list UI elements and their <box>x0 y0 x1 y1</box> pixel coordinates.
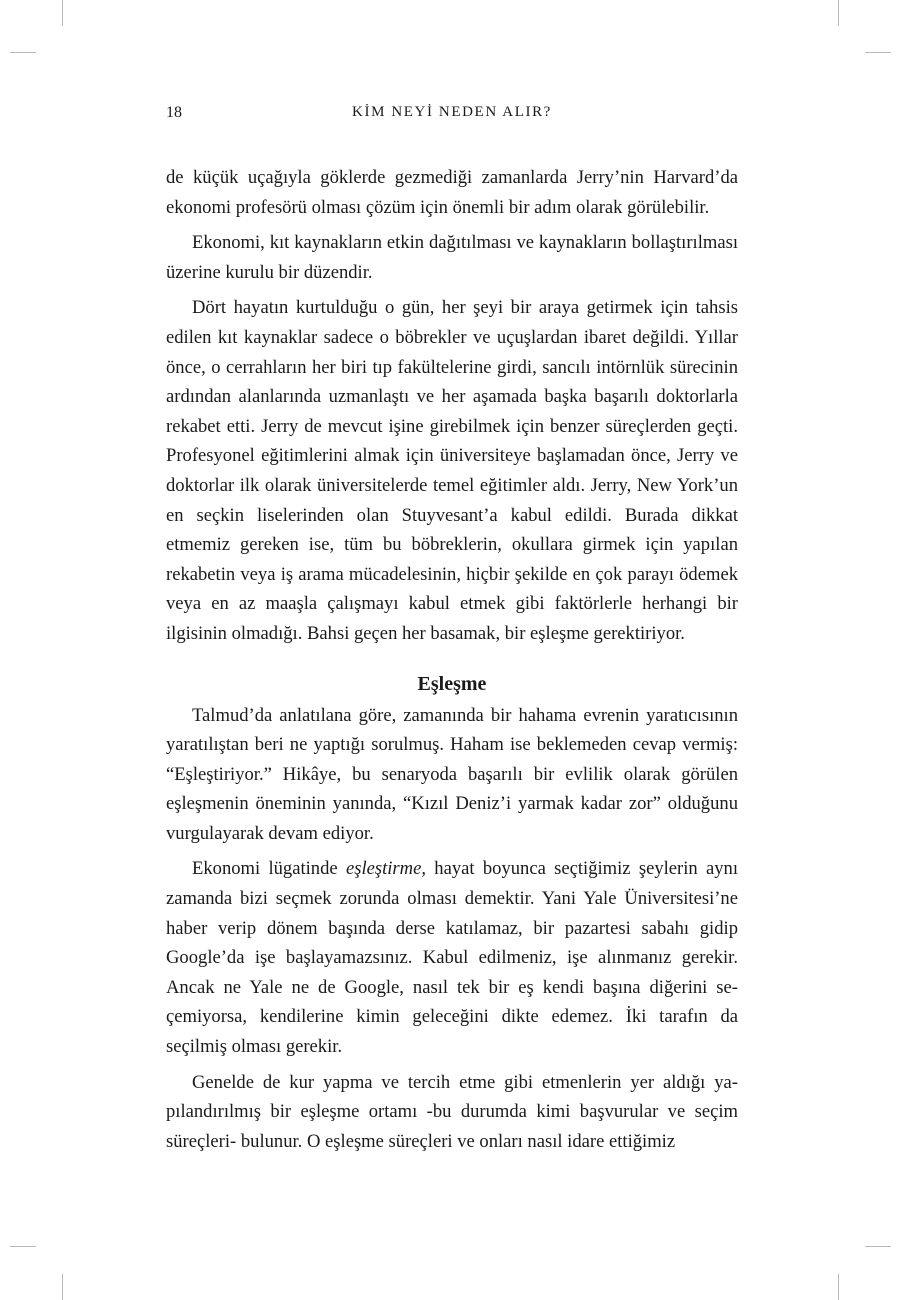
crop-mark-bottom-right <box>838 1274 839 1300</box>
page-number: 18 <box>166 104 182 121</box>
paragraph-5-rest: , hayat boyunca seçtiğimiz şeylerin aynı zamanda bizi seçmek zorunda olması demektir. Yani Yale Üniversitesi’ne haber verip dönem başında derse katılamaz, bir pazartesi sabahı gidip Google’da işe başlayamazsınız. Kabul edilmeniz, işe alınmanız gerekir. Ancak ne Yale ne de Google, nasıl tek bir eş kendi başına diğerini seçemiyorsa, kendilerine kimin geleceğini dikte edemez. İki tarafın da seçilmiş olması gerekir. <box>166 858 738 1058</box>
crop-mark-bottom-left <box>62 1274 63 1300</box>
book-title: KİM NEYİ NEDEN ALIR? <box>352 104 552 120</box>
section-heading: Eşleşme <box>417 672 487 695</box>
crop-mark-top-right <box>838 0 839 26</box>
paragraph-3: Dört hayatın kurtulduğu o gün, her şeyi bir araya getirmek için tahsis edilen kıt kaynaklar sadece o böbrekler ve uçuşlardan ibaret değildi. Yıllar önce, o cerrahların her biri tıp fakültelerine girdi, sancılı intörnlük sürecinin ardından alanlarında uzmanlaştı ve her aşamada başka başarılı doktorlarla rekabet etti. Jerry de mevcut işine girebilmek için benzer süreçlerden geçti. Profesyonel eğitimlerini almak için üniversiteye başlamadan önce, Jerry ve doktorlar ilk olarak üniversitelerde temel eğitimler aldı. Jerry, New York’un en seçkin liselerinden olan Stuyvesant’a kabul edildi. Burada dikkat etmemiz gereken ise, tüm bu böbreklerin, okullara girmek için yapılan rekabetin veya iş arama mücadelesinin, hiçbir şekilde en çok parayı ödemek veya en az maaşla çalışmayı kabul etmek gibi faktörlerle herhangi bir ilgisinin olmadığı. Bahsi geçen her basamak, bir eşleşme gerektiriyor. <box>166 297 738 644</box>
paragraph-5-start: Ekonomi lügatinde <box>192 858 346 880</box>
crop-mark-left-top <box>10 52 36 53</box>
crop-mark-right-top <box>865 52 891 53</box>
paragraph-5 <box>166 854 738 1061</box>
paragraph-4: Talmud’da anlatılana göre, zamanında bir hahama evrenin yaratıcısının yaratılıştan beri ne yaptığı sorulmuş. Haham ise beklemeden cevap vermiş: “Eşleştiriyor.” Hikâye, bu senaryoda başarılı bir evlilik olarak görülen eşleşmenin öneminin yanında, “Kızıl Deniz’i yarmak kadar zor” olduğunu vurgulayarak devam ediyor. <box>166 704 738 844</box>
running-head <box>166 104 738 128</box>
body-text <box>166 163 738 1162</box>
crop-mark-right-bottom <box>865 1246 891 1247</box>
crop-mark-left-bottom <box>10 1246 36 1247</box>
paragraph-6: Genelde de kur yapma ve tercih etme gibi etmenlerin yer aldığı yapılandırılmış bir eşleşme ortamı -bu durumda kimi başvurular ve seçim süreçleri- bulunur. O eşleşme süreçleri ve onları nasıl idare ettiğimiz <box>166 1071 738 1152</box>
crop-mark-top-left <box>62 0 63 26</box>
italic-term: eşleştirme <box>345 858 422 880</box>
paragraph-2: Ekonomi, kıt kaynakların etkin dağıtılması ve kaynakların bollaştırılması üzerine kurulu bir düzendir. <box>166 232 738 283</box>
paragraph-1: de küçük uçağıyla göklerde gezmediği zamanlarda Jerry’nin Harvard’da ekonomi profesörü olması çözüm için önemli bir adım olarak görülebilir. <box>166 167 738 218</box>
